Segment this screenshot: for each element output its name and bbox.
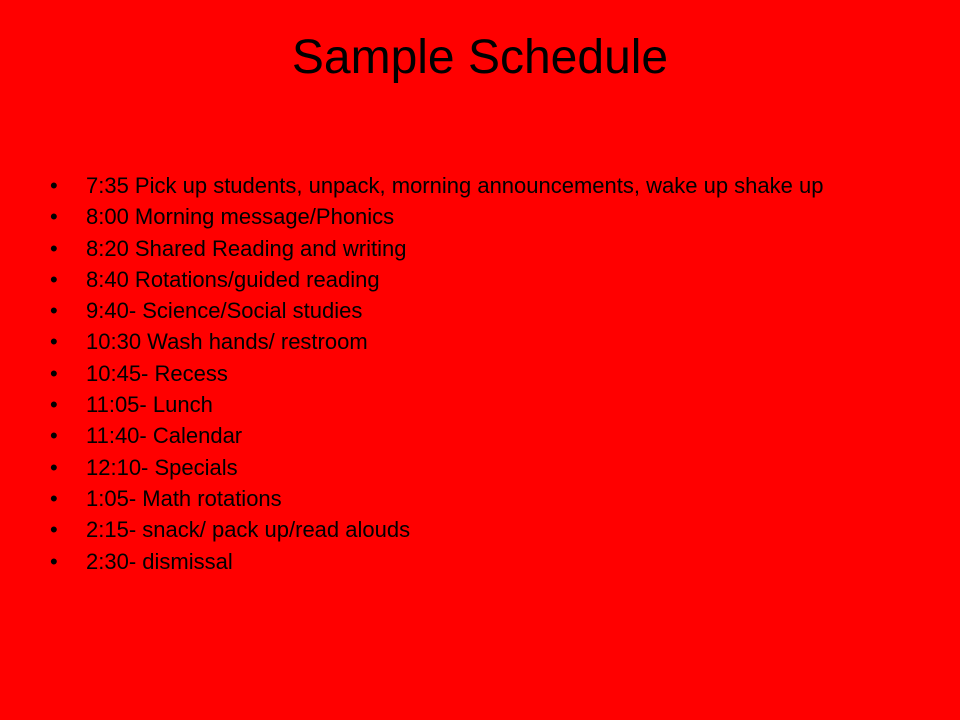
list-item xyxy=(50,268,880,291)
list-item xyxy=(50,362,880,385)
list-item-text: 9:40- Science/Social studies xyxy=(86,298,363,324)
list-item xyxy=(50,174,880,197)
list-item xyxy=(50,237,880,260)
bullet-icon: • xyxy=(50,517,58,543)
list-item xyxy=(50,299,880,322)
list-item xyxy=(50,456,880,479)
bullet-icon: • xyxy=(50,329,58,355)
list-item-text: 8:40 Rotations/guided reading xyxy=(86,266,380,292)
list-item-text: 10:45- Recess xyxy=(86,360,228,386)
list-item-text: 11:40- Calendar xyxy=(86,423,243,449)
bullet-icon: • xyxy=(50,392,58,418)
list-item xyxy=(50,393,880,416)
list-item-text: 2:15- snack/ pack up/read alouds xyxy=(86,517,411,543)
bullet-icon: • xyxy=(50,485,58,511)
list-item xyxy=(50,205,880,228)
bullet-icon: • xyxy=(50,173,58,198)
schedule-list xyxy=(50,174,880,581)
list-item-text: 8:20 Shared Reading and writing xyxy=(86,235,407,261)
bullet-icon: • xyxy=(50,204,58,230)
list-item xyxy=(50,550,880,573)
bullet-icon: • xyxy=(50,298,58,324)
list-item xyxy=(50,518,880,541)
list-item-text: 2:30- dismissal xyxy=(86,548,233,574)
list-item-text: 10:30 Wash hands/ restroom xyxy=(86,329,368,355)
bullet-icon: • xyxy=(50,266,58,292)
list-item-text: 12:10- Specials xyxy=(86,454,238,480)
bullet-icon: • xyxy=(50,454,58,480)
list-item-text: 8:00 Morning message/Phonics xyxy=(86,204,395,230)
bullet-icon: • xyxy=(50,548,58,574)
list-item-text: 7:35 Pick up students, unpack, morning announcements, wake up shake up xyxy=(86,173,824,198)
slide-title: Sample Schedule xyxy=(291,31,669,84)
bullet-icon: • xyxy=(50,235,58,261)
list-item-text: 1:05- Math rotations xyxy=(86,485,282,511)
list-item xyxy=(50,487,880,510)
list-item xyxy=(50,330,880,353)
list-item xyxy=(50,424,880,447)
list-item-text: 11:05- Lunch xyxy=(86,392,213,418)
bullet-icon: • xyxy=(50,423,58,449)
bullet-icon: • xyxy=(50,360,58,386)
